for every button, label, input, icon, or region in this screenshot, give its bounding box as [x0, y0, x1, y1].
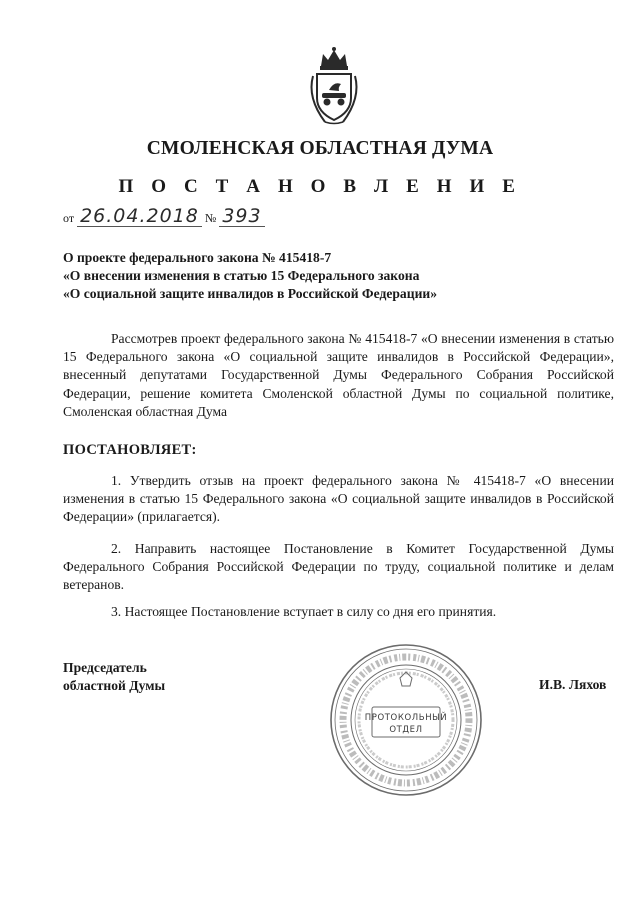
resolution-item-3: 3. Настоящее Постановление вступает в силу со дня его принятия. [111, 604, 497, 619]
document-number: 393 [219, 206, 264, 227]
subject-line: «О социальной защите инвалидов в Российской Федерации» [63, 286, 438, 301]
intro-paragraph: Рассмотрев проект федерального закона № 415418-7 «О внесении изменения в статью 15 Федерального закона «О социальной защите инвалидов в Российской Федерации», внесенный депутатами Государственной Думы Федерального Собрания Российской Федерации, решение комитета Смоленской областной Думы по социальной политике, Смоленская областная Дума [63, 331, 614, 419]
resolution-item-2: 2. Направить настоящее Постановление в Комитет Государственной Думы Федерального Собрания Российской Федерации по труду, социальной политике и делам ветеранов. [63, 541, 614, 593]
document-date: 26.04.2018 [77, 206, 202, 227]
signer-name: И.В. Ляхов [539, 677, 607, 692]
stamp-center-line: ПРОТОКОЛЬНЫЙ [364, 713, 448, 723]
date-prefix: от [63, 211, 75, 225]
number-prefix: № [204, 211, 217, 225]
resolution-item-1: 1. Утвердить отзыв на проект федерального закона № 415418-7 «О внесении изменения в статью 15 Федерального закона «О социальной защите инвалидов в Российской Федерации» (прилагается). [63, 473, 614, 525]
stamp-center-line: ОТДЕЛ [389, 725, 423, 735]
signer-position-line: областной Думы [63, 678, 166, 693]
document-subject [63, 249, 437, 303]
resolves-heading: ПОСТАНОВЛЯЕТ: [63, 442, 197, 458]
subject-line: О проекте федерального закона № 415418-7 [63, 250, 332, 265]
date-number-line [63, 206, 265, 227]
smolensk-coat-of-arms-icon [303, 46, 365, 126]
org-title: СМОЛЕНСКАЯ ОБЛАСТНАЯ ДУМА [146, 138, 494, 159]
round-seal-stamp-icon [328, 642, 484, 798]
document-type: П О С Т А Н О В Л Е Н И Е [118, 176, 522, 197]
subject-line: «О внесении изменения в статью 15 Федерального закона [63, 268, 420, 283]
signer-position-line: Председатель [63, 660, 147, 675]
signer-position [63, 659, 165, 695]
